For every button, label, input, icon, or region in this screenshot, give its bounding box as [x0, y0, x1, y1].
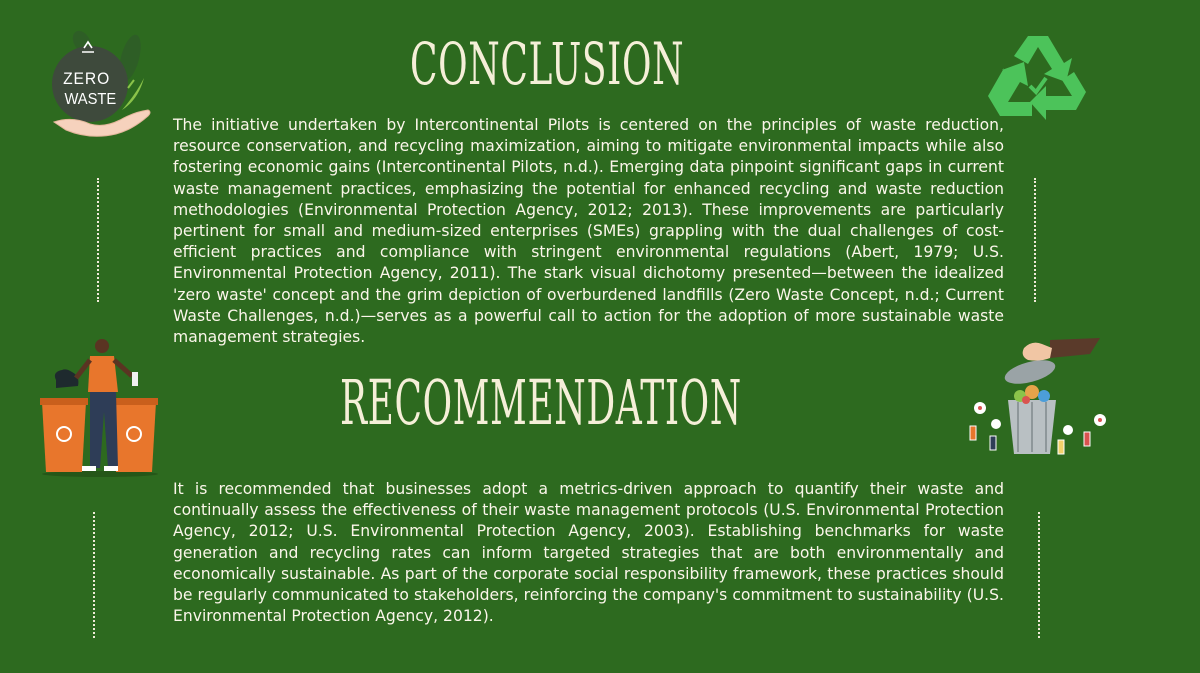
divider-left-top — [97, 178, 99, 302]
hand-trash-can-crowd-icon — [962, 336, 1112, 478]
conclusion-title: CONCLUSION — [410, 30, 685, 98]
zero-waste-line2: WASTE — [64, 90, 117, 109]
divider-right-top — [1034, 178, 1036, 302]
recommendation-paragraph: It is recommended that businesses adopt a metrics-driven approach to quantify their waste and continually assess the effectiveness of their waste management protocols (U.S. Environmental Protection Agency, 2012; U.S. Environmental Protection Agency, 2003). Establishing benchmarks for waste generation and recycling rates can inform targeted strategies that are both environmentally and economically sustainable. As part of the corporate social responsibility framework, these practices should be regularly communicated to stakeholders, reinforcing the company's commitment to sustainability (U.S. Environmental Protection Agency, 2012). — [173, 480, 1004, 626]
divider-left-bottom — [93, 512, 95, 638]
zero-waste-line1: ZERO — [63, 69, 111, 89]
divider-right-bottom — [1038, 512, 1040, 638]
recommendation-title: RECOMMENDATION — [340, 366, 742, 439]
zero-waste-hand-icon — [48, 28, 158, 140]
person-recycling-bins-icon — [38, 336, 162, 478]
conclusion-paragraph: The initiative undertaken by Intercontinental Pilots is centered on the principles of waste reduction, resource conservation, and recycling maximization, aiming to mitigate environmental impacts while also fostering economic gains (Intercontinental Pilots, n.d.). Emerging data pinpoint significant gaps in current waste management practices, emphasizing the potential for enhanced recycling and waste reduction methodologies (Environmental Protection Agency, 2012; 2013). These improvements are particularly pertinent for small and medium-sized enterprises (SMEs) grappling with the dual challenges of cost-efficient practices and compliance with stringent environmental regulations (Abert, 1979; U.S. Environmental Protection Agency, 2011). The stark visual dichotomy presented—between the idealized 'zero waste' concept and the grim depiction of overburdened landfills (Zero Waste Concept, n.d.; Current Waste Challenges, n.d.)—serves as a powerful call to action for the adoption of more sustainable waste management strategies. — [173, 116, 1004, 347]
